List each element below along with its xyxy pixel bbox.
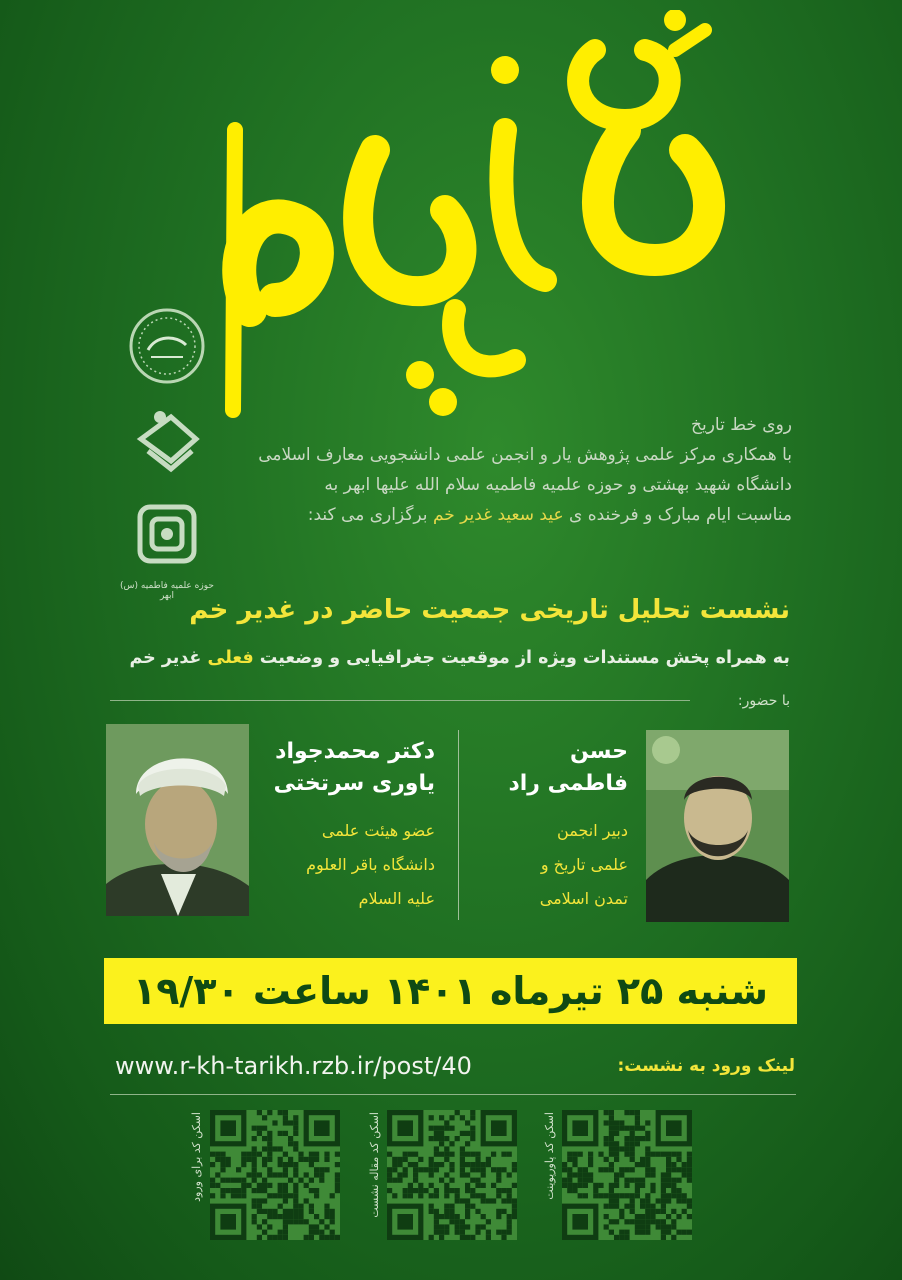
session-subtitle-highlight: فعلی <box>207 648 254 668</box>
hozeh-logo-caption: حوزه علمیه فاطمیه (س) ابهر <box>120 581 214 601</box>
intro-line-1: روی خط تاریخ <box>690 415 792 435</box>
intro-line-3: دانشگاه شهید بهشتی و حوزه علمیه فاطمیه سلام الله علیها ابهر به <box>324 475 792 495</box>
link-row <box>110 1048 795 1088</box>
speaker-1-role-line-2: علمی تاریخ و <box>540 855 628 874</box>
intro-paragraph <box>222 410 792 530</box>
session-title: نشست تحلیل تاریخی جمعیت حاضر در غدیر خم <box>189 595 790 625</box>
qr-code-icon <box>387 1110 517 1240</box>
speaker-2-role-line-1: عضو هیئت علمی <box>321 821 435 840</box>
speaker-1-role-line-3: تمدن اسلامی <box>539 889 628 908</box>
session-subtitle-end: غدیر خم <box>129 648 208 668</box>
speaker-2-last-name: یاوری سرتختی <box>273 771 435 796</box>
qr-code-powerpoint[interactable] <box>562 1110 692 1244</box>
pajoheshyar-logo-icon <box>126 399 208 481</box>
session-subtitle <box>90 648 790 668</box>
qr-code-icon <box>562 1110 692 1240</box>
speaker-photo-yavari <box>106 724 249 916</box>
link-divider <box>110 1094 796 1095</box>
hozeh-logo-icon <box>126 493 208 575</box>
intro-line-4 <box>222 500 792 530</box>
speaker-2-role-line-3: علیه السلام <box>358 889 435 908</box>
speaker-1-role <box>470 814 628 916</box>
qr-caption-powerpoint: اسکن کد پاورپوینت <box>543 1112 556 1200</box>
qr-caption-article: اسکن کد مقاله نشست <box>368 1112 381 1218</box>
speaker-1-last-name: فاطمی راد <box>508 771 628 796</box>
speaker-2-name <box>255 736 435 800</box>
date-time-band: شنبه ۲۵ تیرماه ۱۴۰۱ ساعت ۱۹/۳۰ <box>104 958 797 1024</box>
portrait-young-man-icon <box>646 730 789 922</box>
speaker-2-title-name: دکتر محمدجواد <box>275 739 435 764</box>
eid-ghadir-highlight: عید سعید غدیر خم <box>432 505 564 525</box>
speaker-1-first-name: حسن <box>569 739 628 764</box>
maaref-logo-icon <box>126 305 208 387</box>
intro-line-4-end: برگزاری می کند: <box>307 505 433 525</box>
link-label: لینک ورود به نشست: <box>617 1056 795 1076</box>
logos-column <box>112 305 222 601</box>
presence-label-row <box>110 690 790 710</box>
speaker-2-role <box>255 814 435 916</box>
presence-divider <box>110 700 690 701</box>
portrait-cleric-icon <box>106 724 249 916</box>
presence-label: با حضور: <box>737 693 790 709</box>
speaker-1-name <box>470 736 628 800</box>
speaker-photo-hassan <box>646 730 789 922</box>
intro-line-2: با همکاری مرکز علمی پژوهش یار و انجمن علمی دانشجویی معارف اسلامی <box>258 445 792 465</box>
intro-line-4-start: مناسبت ایام مبارک و فرخنده ی <box>563 505 792 525</box>
qr-code-icon <box>210 1110 340 1240</box>
session-link[interactable]: www.r-kh-tarikh.rzb.ir/post/40 <box>115 1052 472 1080</box>
qr-code-entry[interactable] <box>210 1110 340 1244</box>
title-calligraphy <box>205 10 745 430</box>
qr-code-article[interactable] <box>387 1110 517 1244</box>
session-subtitle-start: به همراه پخش مستندات ویژه از موقعیت جغرافیایی و وضعیت <box>253 648 790 668</box>
speakers-divider <box>458 730 459 920</box>
speaker-1-role-line-1: دبیر انجمن <box>557 821 628 840</box>
speaker-2-role-line-2: دانشگاه باقر العلوم <box>306 855 435 874</box>
qr-caption-entry: اسکن کد برای ورود <box>190 1112 203 1202</box>
